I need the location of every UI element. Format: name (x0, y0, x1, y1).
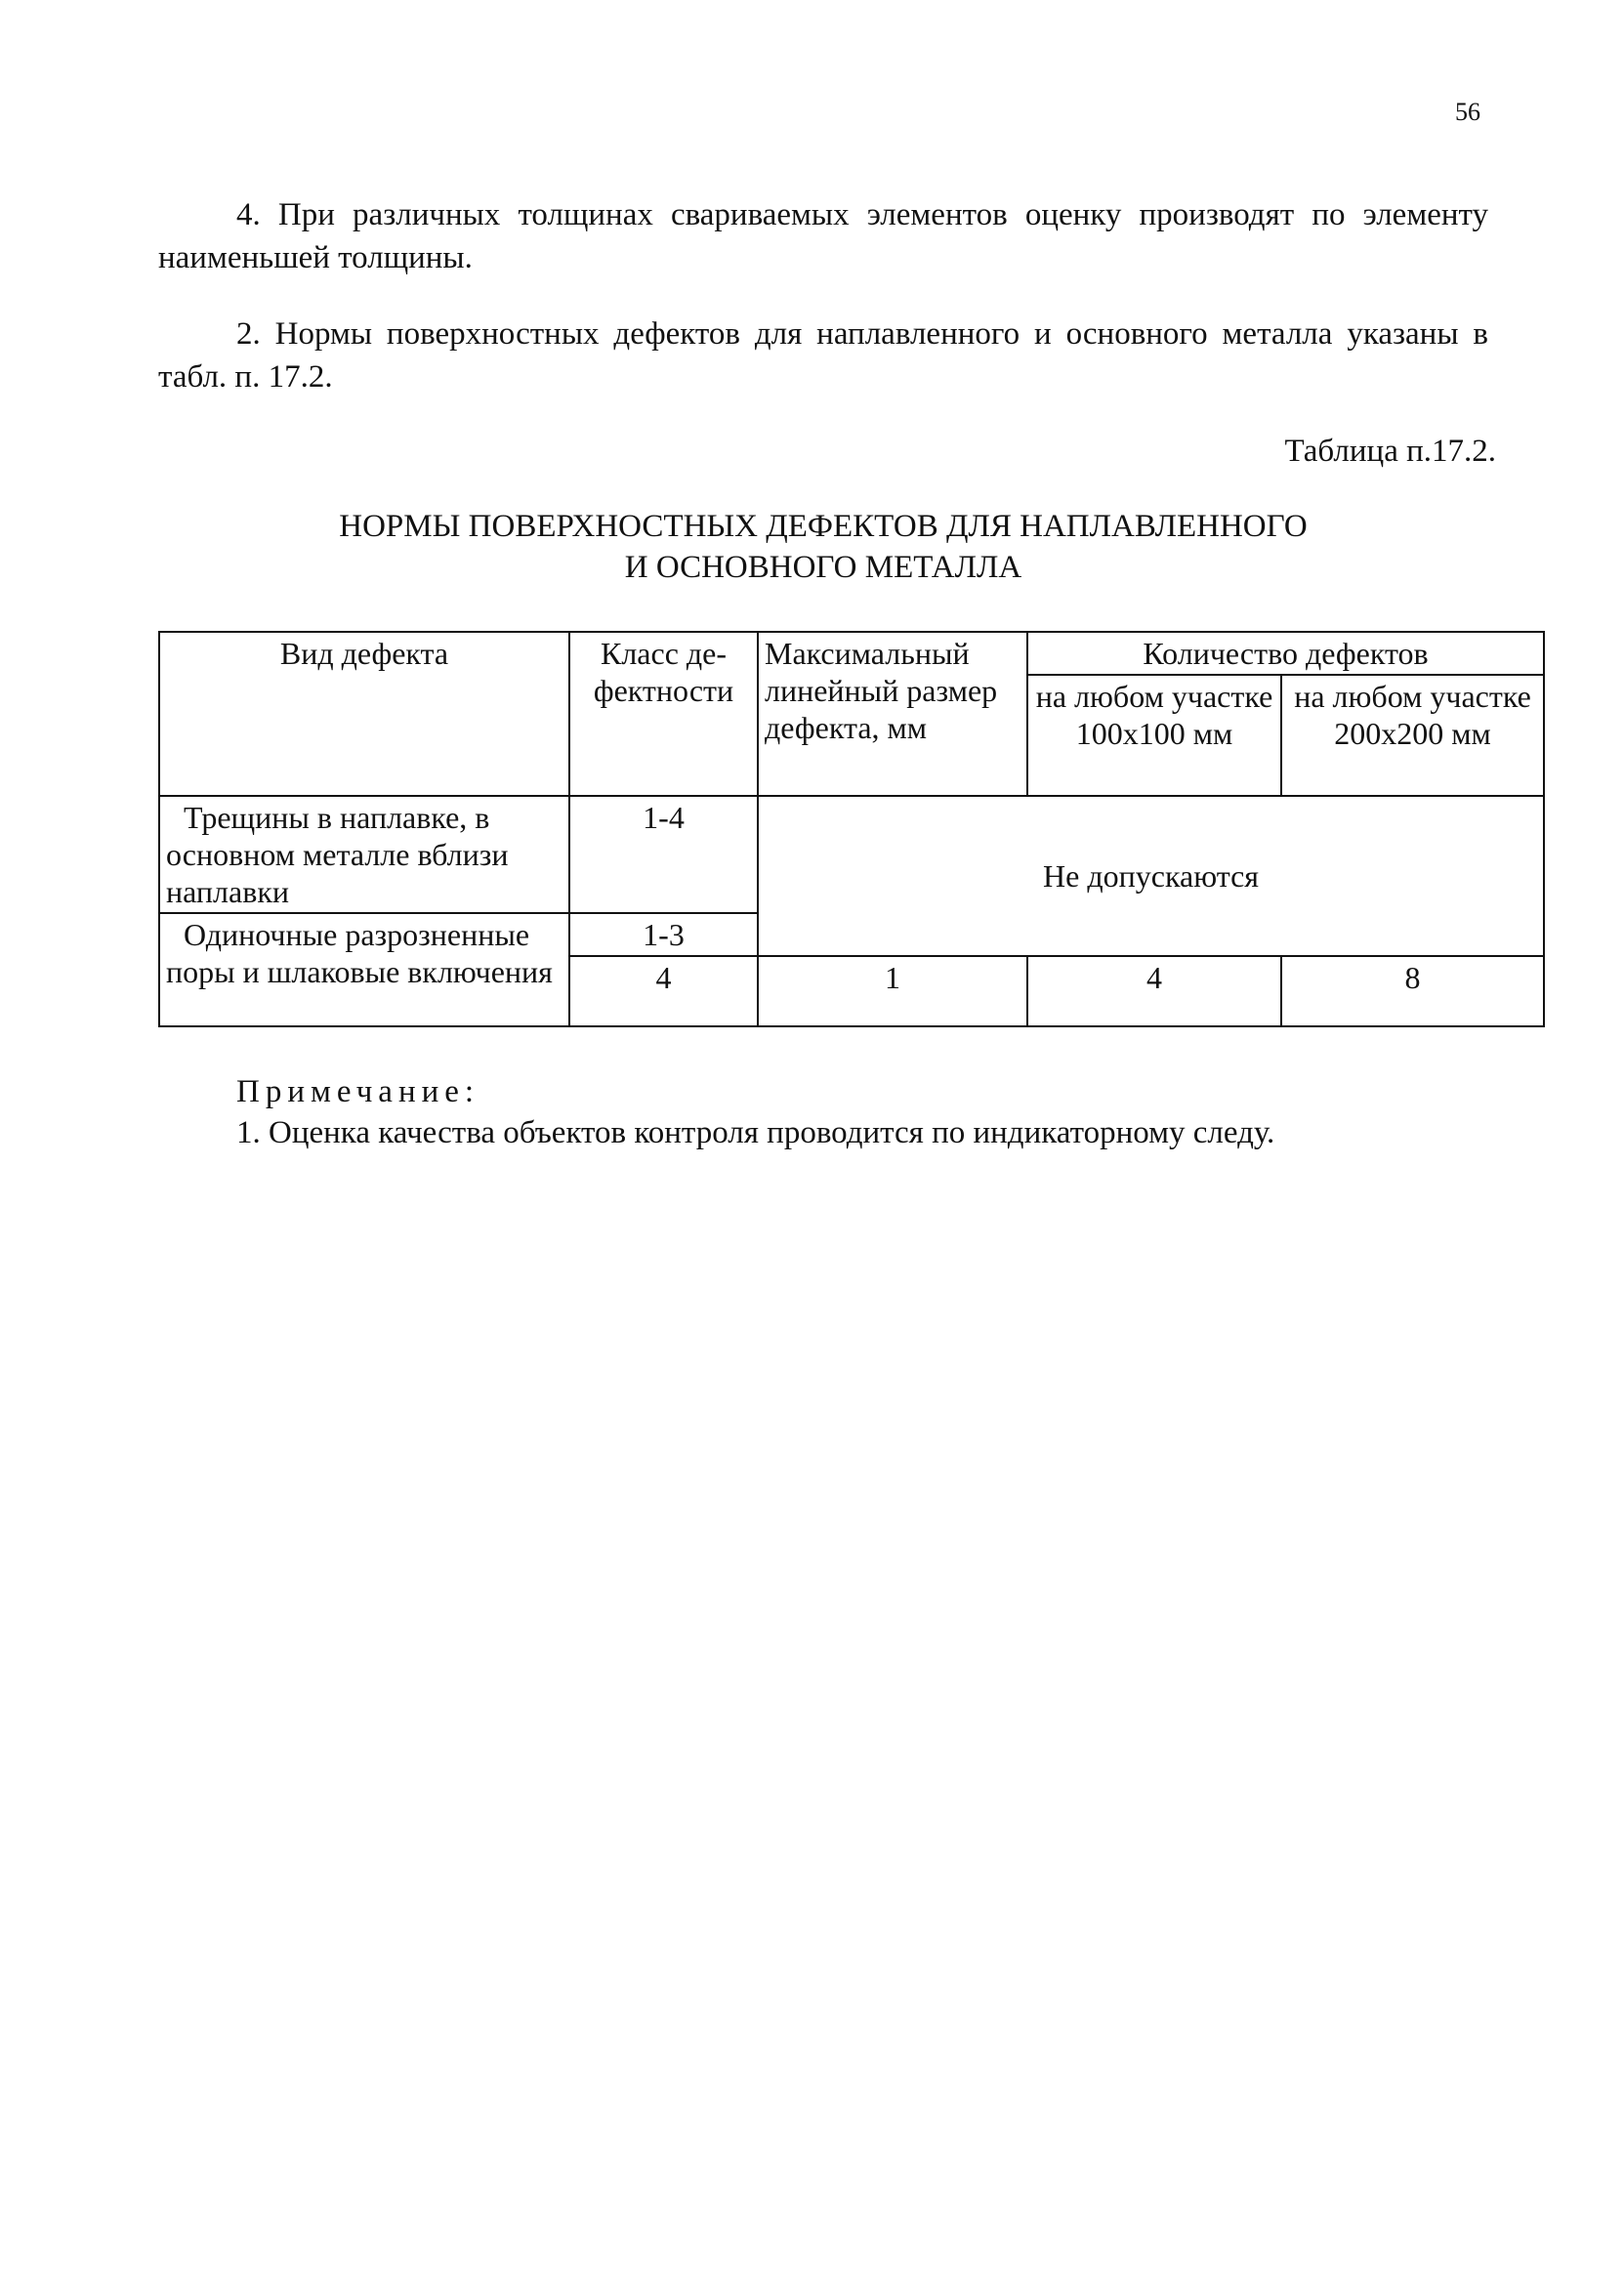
table-row-cracks (159, 796, 1544, 913)
header-defect-type: Вид дефекта (159, 632, 569, 796)
header-defect-count: Количество дефектов (1027, 632, 1544, 675)
note-title: Примечание: (236, 1074, 480, 1109)
cell-pores-count-200: 8 (1281, 956, 1544, 1026)
header-max-size: Максимальный линейный размер дефекта, мм (758, 632, 1027, 796)
cell-pores-max-size: 1 (758, 956, 1027, 1026)
cell-pores-count-100: 4 (1027, 956, 1281, 1026)
paragraph-thickness: 4. При различных толщинах свариваемых элементов оценку производят по элементу наименьшей толщины. (158, 197, 1488, 275)
table-title (158, 506, 1488, 588)
header-count-100: на любом участке 100x100 мм (1027, 675, 1281, 796)
cell-cracks-class: 1-4 (569, 796, 758, 913)
cell-pores-name: Одиночные разрозненные поры и шлаковые включения (159, 913, 569, 1026)
page-number: 56 (1455, 98, 1480, 126)
defect-norms-table (158, 631, 1545, 1027)
cell-not-allowed: Не допускаются (758, 796, 1544, 956)
cell-pores-class-a: 1-3 (569, 913, 758, 956)
table-label: Таблица п.17.2. (1284, 434, 1496, 469)
table-title-line-1: НОРМЫ ПОВЕРХНОСТНЫХ ДЕФЕКТОВ ДЛЯ НАПЛАВЛЕННОГО (339, 509, 1308, 544)
cell-cracks-name: Трещины в наплавке, в основном металле вблизи наплавки (159, 796, 569, 913)
paragraph-norms: 2. Нормы поверхностных дефектов для наплавленного и основного металла указаны в табл. п. 17.2. (158, 316, 1488, 395)
header-defect-class: Класс де-фектности (569, 632, 758, 796)
header-count-200: на любом участке 200x200 мм (1281, 675, 1544, 796)
note-item-1: 1. Оценка качества объектов контроля проводится по индикаторному следу. (236, 1115, 1275, 1150)
cell-pores-class-b: 4 (569, 956, 758, 1026)
table-title-line-2: И ОСНОВНОГО МЕТАЛЛА (624, 550, 1022, 585)
table-header-row (159, 632, 1544, 675)
